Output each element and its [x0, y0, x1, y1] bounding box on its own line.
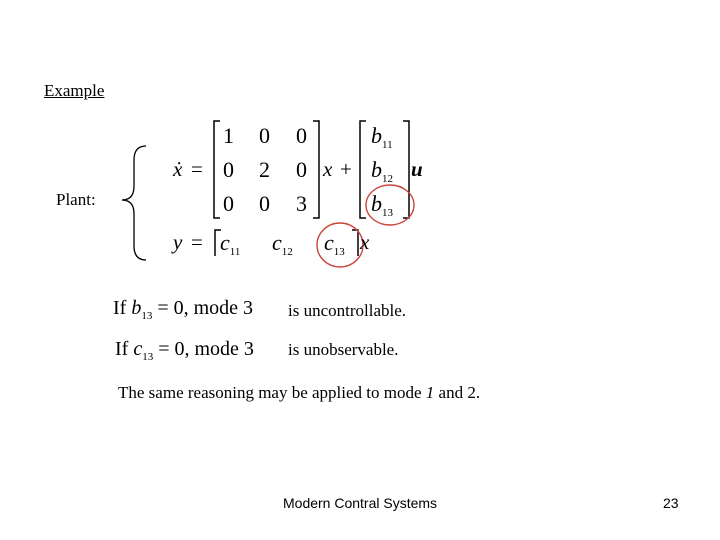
a13: 0	[296, 123, 307, 148]
y-var: y	[173, 230, 183, 254]
b13: $b_{13}$	[371, 191, 393, 219]
plant-brace-icon	[122, 146, 146, 260]
state-u-var: u	[411, 157, 423, 181]
example-heading: Example	[44, 81, 105, 100]
a32: 0	[259, 191, 270, 216]
a11: 1	[223, 123, 234, 148]
reasoning-text: The same reasoning may be applied to mode 1 and 2.	[118, 383, 481, 402]
output-equals: =	[191, 230, 203, 254]
plant-label: Plant:	[56, 190, 96, 209]
unobservable-text: is unobservable.	[288, 340, 399, 359]
a22: 2	[259, 157, 270, 182]
matrix-a-left-bracket	[214, 121, 220, 218]
matrix-a-right-bracket	[313, 121, 319, 218]
c11: $c_{11}$	[220, 230, 241, 258]
state-x-var: x	[323, 157, 333, 181]
a21: 0	[223, 157, 234, 182]
page-number: 23	[663, 495, 679, 511]
condition-b13: If $b_{13} = 0$, mode 3	[113, 297, 254, 322]
state-plus: +	[340, 157, 352, 181]
b12: $b_{12}$	[371, 157, 393, 185]
c13: $c_{13}$	[324, 230, 345, 258]
vector-b-right-bracket	[403, 121, 409, 218]
a33: 3	[296, 191, 307, 216]
condition-c13: If $c_{13} = 0$, mode 3	[115, 338, 254, 363]
uncontrollable-text: is uncontrollable.	[288, 301, 407, 320]
a23: 0	[296, 157, 307, 182]
b11: $b_{11}$	[371, 123, 393, 151]
vector-c-right-bracket	[352, 230, 358, 256]
footer-title: Modern Contral Systems	[283, 495, 438, 511]
xdot-var: ẋ	[173, 157, 183, 181]
c12: $c_{12}$	[272, 230, 293, 258]
vector-b-left-bracket	[360, 121, 366, 218]
output-x-var: x	[360, 230, 370, 254]
state-equals: =	[191, 157, 203, 181]
a12: 0	[259, 123, 270, 148]
a31: 0	[223, 191, 234, 216]
